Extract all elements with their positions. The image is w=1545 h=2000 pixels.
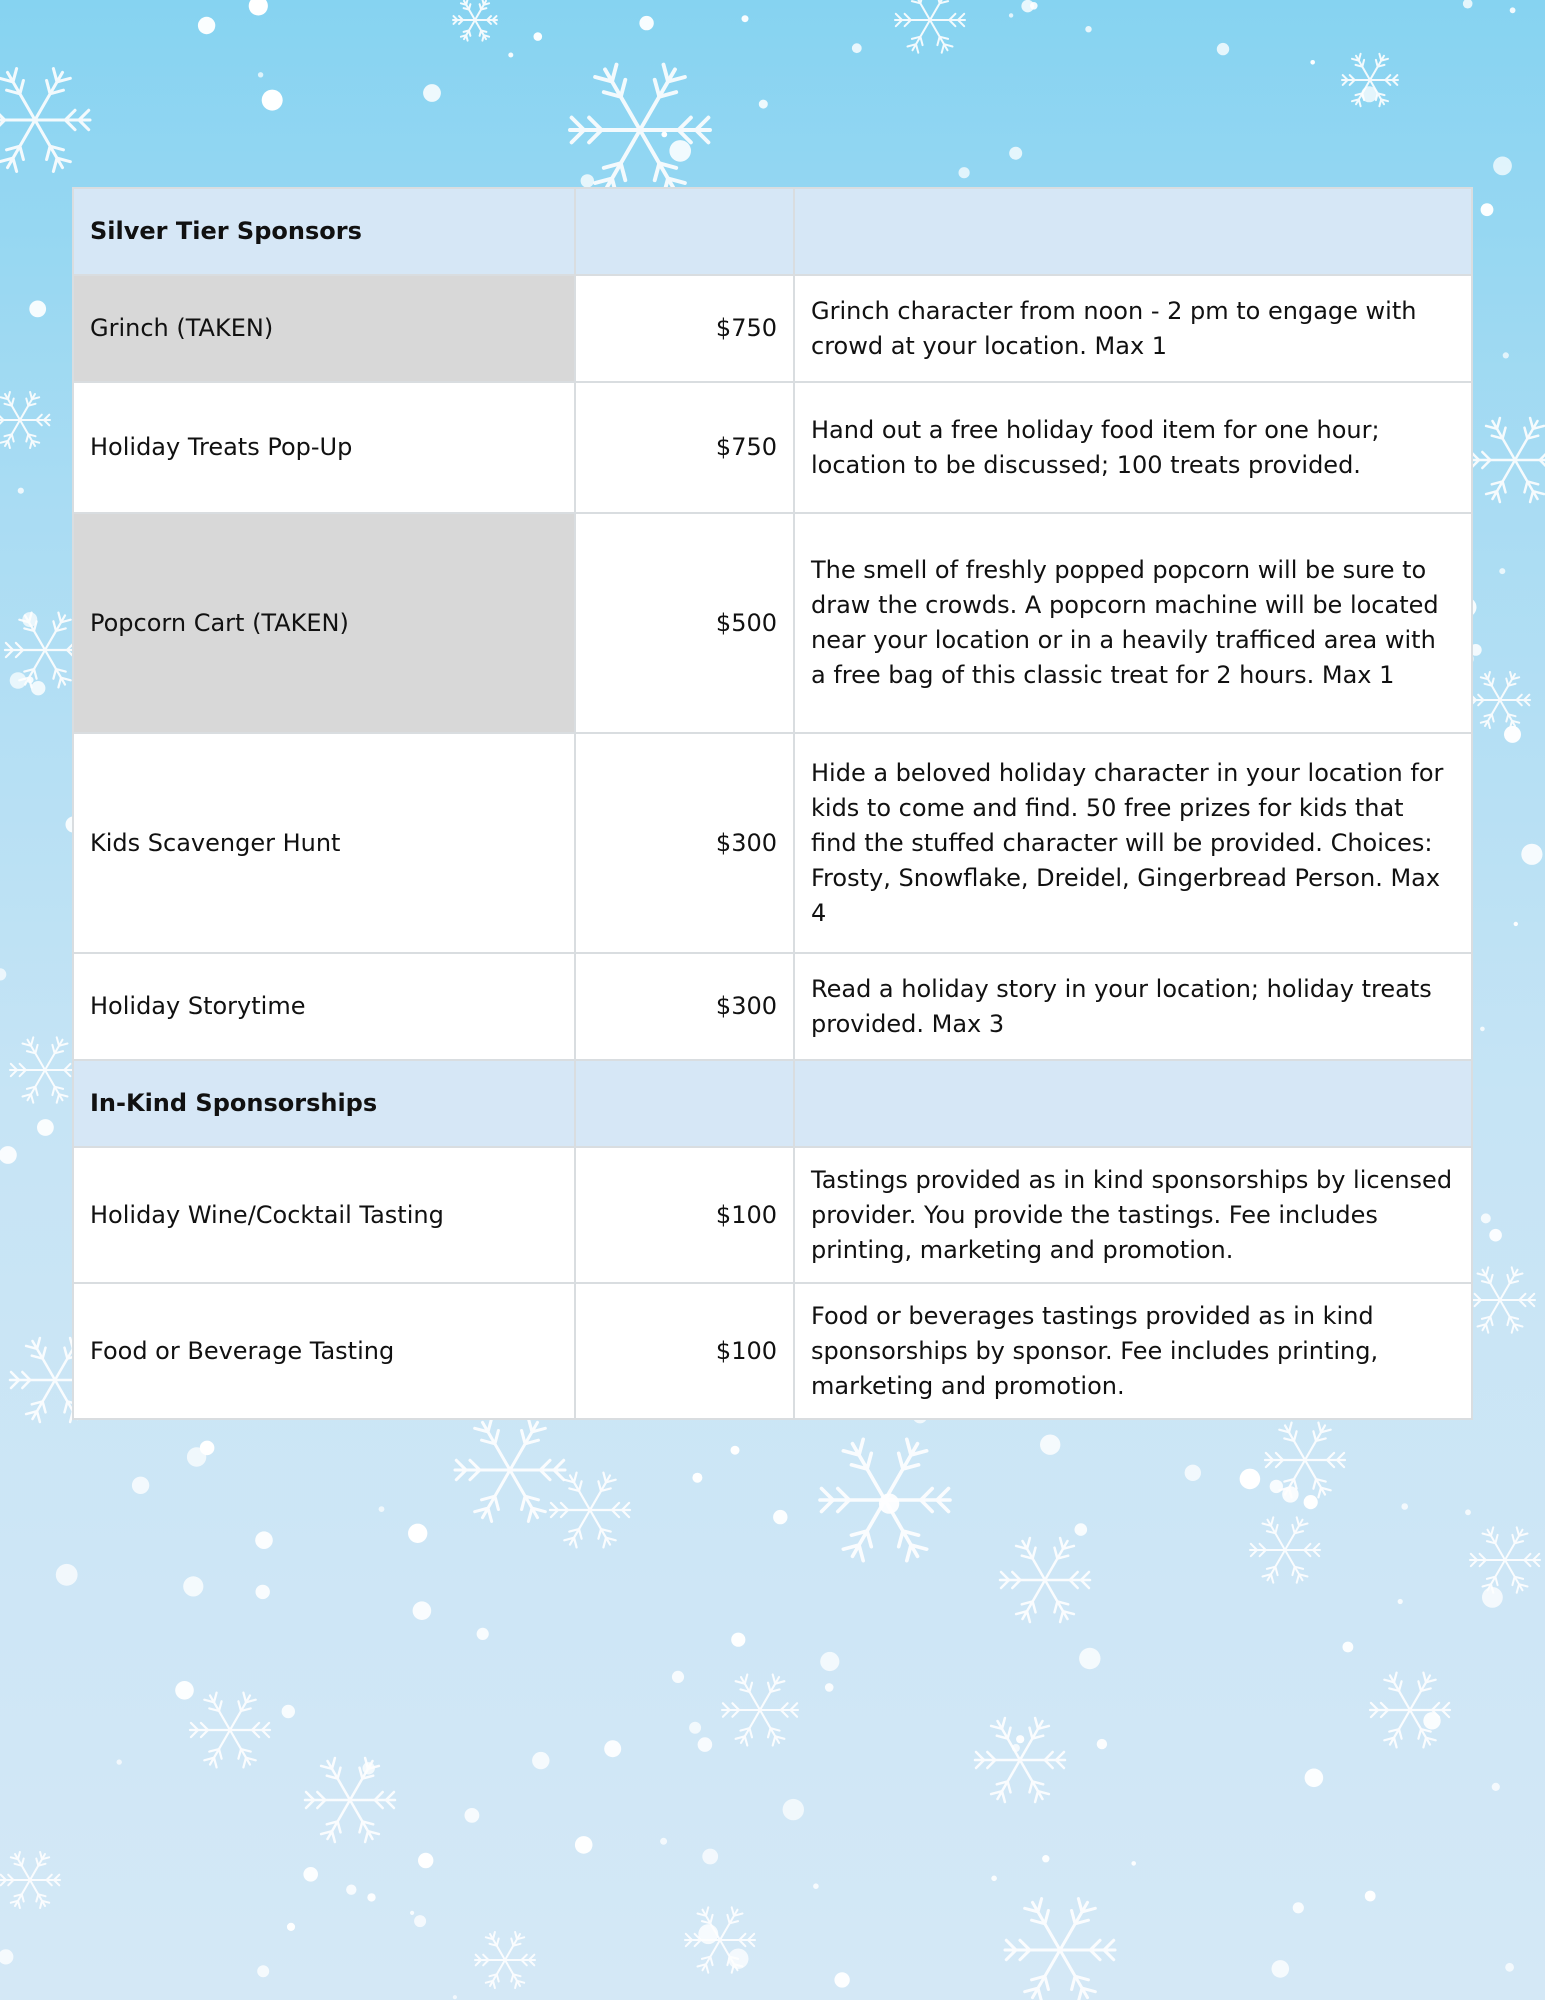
snow-dot [423,84,441,102]
snowflake-icon [722,1675,798,1746]
snow-dot [1131,1861,1136,1866]
snowflake-icon [1370,1673,1450,1748]
snow-dot [534,32,543,41]
snow-dot [672,1671,684,1683]
snow-dot [575,1836,593,1854]
snow-dot [852,43,862,53]
snow-dot [783,1799,804,1820]
sponsorship-table [72,187,1473,1420]
snowflake-icon [453,0,497,41]
snow-dot [1217,43,1229,55]
snow-dot [1365,1891,1376,1902]
snow-dot [661,132,667,138]
snow-dot [287,1923,295,1931]
sponsor-description: Read a holiday story in your location; holiday treats provided. Max 3 [794,953,1472,1060]
snow-dot [477,1628,489,1640]
snowflake-icon [1470,418,1545,502]
snow-dot [258,72,263,77]
snow-dot [408,1524,427,1543]
sponsor-price: $100 [575,1147,794,1283]
sponsor-description: The smell of freshly popped popcorn will be sure to draw the crowds. A popcorn machine will be located near your location or in a heavily trafficed area with a free bag of this classic treat for 2 hours. Max 1 [794,513,1472,733]
snow-dot [183,1576,203,1596]
snow-dot [56,1564,78,1586]
snow-dot [1075,1523,1088,1536]
snow-dot [959,167,970,178]
snowflake-icon [10,1037,80,1102]
snow-dot [689,1722,701,1734]
snow-dot [1465,1509,1471,1515]
snow-dot [1185,1465,1201,1481]
sponsor-price: $750 [575,382,794,513]
section-header-in-kind [73,1060,1472,1147]
snow-dot [1009,147,1022,160]
snow-dot [175,1681,194,1700]
snow-dot [257,1965,269,1977]
table-row-holiday-treats [73,382,1472,513]
snow-dot [379,1506,385,1512]
sponsor-name: Holiday Storytime [73,953,575,1060]
snow-dot [453,1995,457,1999]
snow-dot [669,140,691,162]
snow-dot [692,1473,702,1483]
table-row-wine-cocktail-tasting [73,1147,1472,1283]
snow-dot [117,1759,122,1764]
snow-dot [1505,1963,1514,1972]
snow-dot [282,1705,295,1718]
snow-dot [532,1752,549,1769]
snowflake-icon [0,1852,60,1908]
section-header-spacer [794,188,1472,275]
snow-dot [731,1633,745,1647]
snow-dot [256,1585,270,1599]
snow-dot [1305,1769,1324,1788]
sponsor-description: Hide a beloved holiday character in your location for kids to come and find. 50 free prizes for kids that find the stuffed character will be provided. Choices: Frosty, Snowflake, Dreidel, Gingerbread Person. Max 4 [794,733,1472,953]
snow-dot [604,1740,621,1757]
snow-dot [303,1867,318,1882]
snow-dot [825,1683,834,1692]
snow-dot [698,1737,713,1752]
section-title: In-Kind Sponsorships [73,1060,575,1147]
snow-dot [198,17,215,34]
sponsor-name: Grinch (TAKEN) [73,275,575,382]
snow-dot [639,16,653,30]
snowflake-icon [550,1473,630,1548]
snow-dot [413,1601,432,1620]
snow-dot [1504,726,1521,743]
sponsor-name: Holiday Wine/Cocktail Tasting [73,1147,575,1283]
table-row-holiday-storytime [73,953,1472,1060]
table-row-popcorn-cart [73,513,1472,733]
snow-dot [1042,1855,1049,1862]
snow-dot [10,672,27,689]
snowflake-icon [0,69,90,172]
sponsor-price: $300 [575,953,794,1060]
section-header-spacer [575,1060,794,1147]
snow-dot [1240,1469,1261,1490]
snowflake-icon [455,1419,565,1522]
snow-dot [414,1915,426,1927]
snow-dot [991,1876,997,1882]
sponsor-description: Grinch character from noon - 2 pm to engage with crowd at your location. Max 1 [794,275,1472,382]
sponsor-name: Popcorn Cart (TAKEN) [73,513,575,733]
snow-dot [581,174,594,187]
snow-dot [0,968,6,980]
section-title: Silver Tier Sponsors [73,188,575,275]
snowflake-icon [895,0,965,53]
snow-dot [698,1924,718,1944]
snow-dot [1270,1480,1283,1493]
snow-dot [1499,568,1505,574]
snow-dot [410,1911,414,1915]
table-row-food-beverage-tasting [73,1283,1472,1419]
snow-dot [1514,922,1518,926]
snow-dot [1463,0,1473,9]
snow-dot [255,1531,273,1549]
sponsor-name: Holiday Treats Pop-Up [73,382,575,513]
snow-dot [759,100,768,109]
snow-dot [731,1446,740,1455]
snowflake-icon [0,392,50,448]
snowflake-icon [1005,1899,1115,2000]
snow-dot [37,1119,54,1136]
snow-dot [1016,1735,1024,1743]
section-header-spacer [575,188,794,275]
snow-dot [1085,26,1091,32]
snowflake-icon [1465,1267,1535,1332]
sponsor-name: Kids Scavenger Hunt [73,733,575,953]
snow-dot [1493,157,1512,176]
snow-dot [1492,1783,1500,1791]
snow-dot [1489,1229,1502,1242]
snow-dot [29,301,46,318]
snow-dot [1304,1495,1318,1509]
snow-dot [200,1441,215,1456]
sponsor-description: Food or beverages tastings provided as in kind sponsorships by sponsor. Fee includes printing, marketing and promotion. [794,1283,1472,1419]
snowflake-icon [1250,1517,1320,1582]
snow-dot [0,1949,13,1964]
snow-dot [742,15,749,22]
snow-dot [1510,7,1516,13]
snow-dot [1343,1642,1354,1653]
snowflake-icon [190,1693,270,1768]
snow-dot [1503,352,1509,358]
sponsor-description: Hand out a free holiday food item for one hour; location to be discussed; 100 treats provided. [794,382,1472,513]
snowflake-icon [820,1439,950,1560]
snow-dot [702,1849,718,1865]
snowflake-icon [1470,1527,1540,1592]
snow-dot [1398,1599,1403,1604]
snow-dot [18,488,24,494]
sponsor-description: Tastings provided as in kind sponsorships by licensed provider. You provide the tastings. Fee includes printing, marketing and promotion. [794,1147,1472,1283]
snow-dot [0,1146,17,1164]
snowflake-icon [475,1932,535,1988]
sponsor-price: $300 [575,733,794,953]
snow-dot [1401,1503,1408,1510]
snow-dot [1272,1960,1290,1978]
snowflake-icon [1470,672,1530,728]
snowflake-icon [1000,1538,1090,1622]
snow-dot [1293,1902,1304,1913]
snow-dot [813,1883,819,1889]
snow-dot [418,1853,433,1868]
table-row-grinch [73,275,1472,382]
sponsor-price: $500 [575,513,794,733]
snow-dot [1009,13,1013,17]
snow-dot [1310,60,1315,65]
snow-dot [346,1885,356,1895]
section-header-spacer [794,1060,1472,1147]
snow-dot [820,1652,839,1671]
snow-dot [508,53,513,58]
snow-dot [660,1838,667,1845]
snow-dot [1481,203,1494,216]
snow-dot [262,90,283,111]
snow-dot [132,1477,149,1494]
snowflake-icon [975,1718,1065,1802]
table-row-kids-scavenger-hunt [73,733,1472,953]
snow-dot [465,1808,480,1823]
sponsor-price: $100 [575,1283,794,1419]
sponsor-name: Food or Beverage Tasting [73,1283,575,1419]
snow-dot [367,1893,375,1901]
section-header-silver-tier [73,188,1472,275]
snow-dot [773,1510,787,1524]
snow-dot [1040,1435,1060,1455]
snow-dot [1481,1213,1491,1223]
snow-dot [1079,1648,1100,1669]
snow-dot [834,1972,849,1987]
snow-dot [1021,0,1034,12]
snow-dot [249,0,268,16]
sponsor-price: $750 [575,275,794,382]
snow-dot [31,681,45,695]
snow-dot [1097,1739,1107,1749]
snow-dot [1521,844,1542,865]
snowflake-icon [305,1758,395,1842]
snow-dot [1480,1027,1485,1032]
